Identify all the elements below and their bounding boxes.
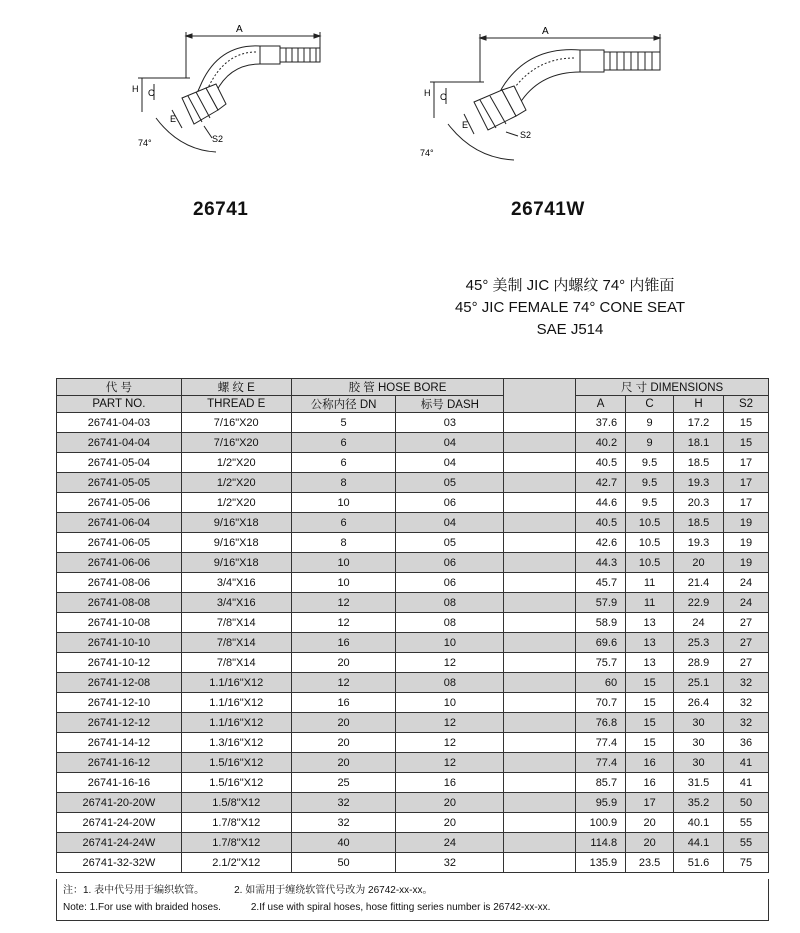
cell-blank [504, 473, 576, 493]
cell-dn: 16 [291, 633, 396, 653]
cell-blank [504, 773, 576, 793]
cell-thread: 1.5/16"X12 [181, 753, 291, 773]
table-row [57, 553, 769, 573]
cell-h: 24 [674, 613, 724, 633]
cell-h: 19.3 [674, 533, 724, 553]
table-row [57, 793, 769, 813]
table-row [57, 853, 769, 873]
cell-s2: 27 [723, 633, 768, 653]
cell-a: 114.8 [576, 833, 626, 853]
cell-c: 23.5 [626, 853, 674, 873]
cell-h: 18.5 [674, 513, 724, 533]
cell-a: 70.7 [576, 693, 626, 713]
cell-part-no: 26741-06-04 [57, 513, 182, 533]
cell-part-no: 26741-06-05 [57, 533, 182, 553]
cell-part-no: 26741-04-04 [57, 433, 182, 453]
table-row [57, 533, 769, 553]
angle-label: 74° [420, 148, 434, 158]
cell-dash: 06 [396, 493, 504, 513]
cell-blank [504, 433, 576, 453]
cell-part-no: 26741-06-06 [57, 553, 182, 573]
cell-dash: 04 [396, 433, 504, 453]
cell-dash: 12 [396, 733, 504, 753]
cell-thread: 7/16"X20 [181, 413, 291, 433]
cell-blank [504, 453, 576, 473]
cell-part-no: 26741-12-12 [57, 713, 182, 733]
cell-c: 15 [626, 713, 674, 733]
cell-blank [504, 833, 576, 853]
table-row [57, 453, 769, 473]
cell-c: 16 [626, 753, 674, 773]
cell-blank [504, 633, 576, 653]
cell-s2: 19 [723, 553, 768, 573]
cell-s2: 17 [723, 493, 768, 513]
cell-thread: 1.7/8"X12 [181, 813, 291, 833]
cell-blank [504, 653, 576, 673]
cell-thread: 1.5/8"X12 [181, 793, 291, 813]
cell-blank [504, 853, 576, 873]
cell-h: 30 [674, 713, 724, 733]
cell-dn: 10 [291, 493, 396, 513]
cell-a: 100.9 [576, 813, 626, 833]
cell-s2: 15 [723, 433, 768, 453]
cell-c: 13 [626, 633, 674, 653]
cell-part-no: 26741-14-12 [57, 733, 182, 753]
cell-thread: 1.7/8"X12 [181, 833, 291, 853]
cell-thread: 3/4"X16 [181, 573, 291, 593]
cell-dash: 24 [396, 833, 504, 853]
cell-a: 45.7 [576, 573, 626, 593]
cell-thread: 2.1/2"X12 [181, 853, 291, 873]
cell-dash: 20 [396, 813, 504, 833]
cell-c: 15 [626, 693, 674, 713]
note-cn-2: 2. 如需用于缠绕软管代号改为 26742-xx-xx。 [234, 885, 433, 896]
table-row [57, 473, 769, 493]
cell-part-no: 26741-16-16 [57, 773, 182, 793]
table-row [57, 573, 769, 593]
dim-h-label: H [424, 88, 431, 98]
cell-part-no: 26741-04-03 [57, 413, 182, 433]
header-blank [504, 379, 576, 413]
cell-s2: 41 [723, 773, 768, 793]
cell-s2: 41 [723, 753, 768, 773]
cell-c: 9 [626, 413, 674, 433]
cell-dash: 12 [396, 653, 504, 673]
cell-c: 13 [626, 613, 674, 633]
cell-blank [504, 793, 576, 813]
cell-dash: 03 [396, 413, 504, 433]
cell-part-no: 26741-20-20W [57, 793, 182, 813]
cell-s2: 15 [723, 413, 768, 433]
angle-label: 74° [138, 138, 152, 148]
header-dimensions: 尺 寸 DIMENSIONS [576, 379, 769, 396]
cell-h: 22.9 [674, 593, 724, 613]
table-row [57, 833, 769, 853]
cell-part-no: 26741-32-32W [57, 853, 182, 873]
cell-dn: 25 [291, 773, 396, 793]
header-dn: 公称内径 DN [291, 396, 396, 413]
table-row [57, 753, 769, 773]
notes-cn [63, 882, 762, 899]
header-s2: S2 [723, 396, 768, 413]
cell-a: 69.6 [576, 633, 626, 653]
dim-a-label: A [236, 24, 243, 35]
cell-dn: 20 [291, 733, 396, 753]
cell-h: 18.5 [674, 453, 724, 473]
cell-dn: 12 [291, 613, 396, 633]
cell-thread: 7/8"X14 [181, 633, 291, 653]
cell-thread: 1/2"X20 [181, 453, 291, 473]
cell-a: 77.4 [576, 753, 626, 773]
model-number-26741w: 26741W [511, 199, 585, 220]
cell-a: 76.8 [576, 713, 626, 733]
header-c: C [626, 396, 674, 413]
cell-dn: 10 [291, 573, 396, 593]
cell-blank [504, 693, 576, 713]
header-thread: THREAD E [181, 396, 291, 413]
spec-title [380, 275, 760, 341]
cell-c: 9 [626, 433, 674, 453]
cell-dash: 32 [396, 853, 504, 873]
note-en-2: 2.If use with spiral hoses, hose fitting series number is 26742-xx-xx. [250, 902, 551, 913]
cell-part-no: 26741-10-12 [57, 653, 182, 673]
cell-a: 95.9 [576, 793, 626, 813]
cell-h: 18.1 [674, 433, 724, 453]
dim-e-label: E [170, 114, 177, 124]
cell-s2: 32 [723, 713, 768, 733]
cell-part-no: 26741-12-08 [57, 673, 182, 693]
cell-blank [504, 553, 576, 573]
table-row [57, 433, 769, 453]
cell-dn: 5 [291, 413, 396, 433]
cell-dn: 20 [291, 713, 396, 733]
cell-blank [504, 813, 576, 833]
cell-dash: 05 [396, 473, 504, 493]
table-row [57, 633, 769, 653]
cell-s2: 17 [723, 473, 768, 493]
notes-en [63, 899, 762, 916]
cell-dash: 05 [396, 533, 504, 553]
cell-dash: 12 [396, 753, 504, 773]
cell-blank [504, 573, 576, 593]
cell-part-no: 26741-05-06 [57, 493, 182, 513]
dim-a-label: A [542, 26, 549, 37]
cell-dn: 20 [291, 753, 396, 773]
fitting-drawing-26741 [120, 0, 340, 170]
dim-s2-label: S2 [212, 134, 224, 144]
cell-a: 77.4 [576, 733, 626, 753]
cell-part-no: 26741-10-08 [57, 613, 182, 633]
cell-thread: 1.1/16"X12 [181, 673, 291, 693]
dim-e-label: E [462, 120, 469, 130]
cell-dash: 10 [396, 693, 504, 713]
cell-blank [504, 533, 576, 553]
cell-s2: 75 [723, 853, 768, 873]
cell-part-no: 26741-08-06 [57, 573, 182, 593]
cell-s2: 27 [723, 613, 768, 633]
cell-dn: 16 [291, 693, 396, 713]
cell-dn: 32 [291, 793, 396, 813]
cell-h: 20 [674, 553, 724, 573]
cell-a: 37.6 [576, 413, 626, 433]
table-row [57, 813, 769, 833]
cell-s2: 19 [723, 513, 768, 533]
cell-c: 9.5 [626, 493, 674, 513]
cell-part-no: 26741-16-12 [57, 753, 182, 773]
cell-dn: 8 [291, 533, 396, 553]
cell-dash: 04 [396, 453, 504, 473]
cell-dn: 12 [291, 673, 396, 693]
cell-dash: 10 [396, 633, 504, 653]
spec-table [56, 378, 769, 873]
cell-dn: 32 [291, 813, 396, 833]
table-row [57, 413, 769, 433]
cell-blank [504, 713, 576, 733]
cell-dash: 12 [396, 713, 504, 733]
table-row [57, 733, 769, 753]
cell-a: 135.9 [576, 853, 626, 873]
cell-a: 57.9 [576, 593, 626, 613]
cell-a: 58.9 [576, 613, 626, 633]
cell-s2: 32 [723, 693, 768, 713]
cell-c: 10.5 [626, 553, 674, 573]
cell-dash: 20 [396, 793, 504, 813]
cell-blank [504, 753, 576, 773]
cell-c: 15 [626, 673, 674, 693]
cell-dash: 16 [396, 773, 504, 793]
cell-dn: 12 [291, 593, 396, 613]
cell-h: 31.5 [674, 773, 724, 793]
cell-part-no: 26741-12-10 [57, 693, 182, 713]
header-part-no: PART NO. [57, 396, 182, 413]
cell-thread: 3/4"X16 [181, 593, 291, 613]
cell-part-no: 26741-05-04 [57, 453, 182, 473]
dim-c-label: C [440, 92, 447, 102]
cell-dn: 50 [291, 853, 396, 873]
note-cn-1: 注：1. 表中代号用于编织软管。 [63, 885, 205, 896]
cell-a: 44.6 [576, 493, 626, 513]
cell-h: 35.2 [674, 793, 724, 813]
cell-h: 30 [674, 733, 724, 753]
cell-part-no: 26741-08-08 [57, 593, 182, 613]
dim-c-label: C [148, 88, 155, 98]
cell-thread: 1.1/16"X12 [181, 693, 291, 713]
table-row [57, 613, 769, 633]
title-en: 45° JIC FEMALE 74° CONE SEAT [454, 299, 686, 316]
cell-h: 51.6 [674, 853, 724, 873]
cell-s2: 24 [723, 593, 768, 613]
cell-thread: 7/16"X20 [181, 433, 291, 453]
header-a: A [576, 396, 626, 413]
cell-s2: 32 [723, 673, 768, 693]
cell-dn: 20 [291, 653, 396, 673]
cell-a: 42.6 [576, 533, 626, 553]
cell-dash: 08 [396, 673, 504, 693]
cell-a: 85.7 [576, 773, 626, 793]
dim-h-label: H [132, 84, 139, 94]
cell-s2: 24 [723, 573, 768, 593]
table-row [57, 773, 769, 793]
cell-c: 20 [626, 813, 674, 833]
cell-dn: 40 [291, 833, 396, 853]
cell-thread: 1.3/16"X12 [181, 733, 291, 753]
cell-dn: 6 [291, 433, 396, 453]
notes [56, 879, 769, 921]
title-cn: 45° 美制 JIC 内螺纹 74° 内锥面 [465, 277, 675, 294]
cell-dash: 04 [396, 513, 504, 533]
cell-c: 10.5 [626, 513, 674, 533]
spec-table-body [57, 413, 769, 873]
cell-s2: 19 [723, 533, 768, 553]
header-hose-bore: 胶 管 HOSE BORE [291, 379, 504, 396]
cell-part-no: 26741-10-10 [57, 633, 182, 653]
model-number-26741: 26741 [193, 199, 249, 220]
cell-thread: 1/2"X20 [181, 493, 291, 513]
cell-dash: 08 [396, 593, 504, 613]
cell-c: 16 [626, 773, 674, 793]
cell-thread: 7/8"X14 [181, 653, 291, 673]
cell-h: 44.1 [674, 833, 724, 853]
cell-thread: 1.1/16"X12 [181, 713, 291, 733]
cell-s2: 50 [723, 793, 768, 813]
cell-dash: 06 [396, 573, 504, 593]
cell-c: 20 [626, 833, 674, 853]
cell-dn: 6 [291, 453, 396, 473]
header-thread-cn: 螺 纹 E [181, 379, 291, 396]
cell-thread: 9/16"X18 [181, 533, 291, 553]
cell-blank [504, 513, 576, 533]
dim-s2-label: S2 [520, 130, 532, 140]
cell-s2: 55 [723, 833, 768, 853]
header-h: H [674, 396, 724, 413]
cell-h: 25.3 [674, 633, 724, 653]
cell-thread: 9/16"X18 [181, 513, 291, 533]
cell-c: 9.5 [626, 473, 674, 493]
cell-a: 60 [576, 673, 626, 693]
cell-thread: 1.5/16"X12 [181, 773, 291, 793]
cell-h: 17.2 [674, 413, 724, 433]
cell-h: 40.1 [674, 813, 724, 833]
header-dash: 标号 DASH [396, 396, 504, 413]
cell-h: 30 [674, 753, 724, 773]
table-row [57, 593, 769, 613]
cell-c: 9.5 [626, 453, 674, 473]
cell-a: 40.2 [576, 433, 626, 453]
table-row [57, 493, 769, 513]
header-part-cn: 代 号 [57, 379, 182, 396]
cell-dn: 8 [291, 473, 396, 493]
cell-thread: 9/16"X18 [181, 553, 291, 573]
title-standard: SAE J514 [536, 321, 604, 338]
cell-s2: 27 [723, 653, 768, 673]
cell-thread: 7/8"X14 [181, 613, 291, 633]
cell-s2: 55 [723, 813, 768, 833]
cell-c: 17 [626, 793, 674, 813]
fitting-drawing-26741w [410, 0, 670, 170]
cell-part-no: 26741-05-05 [57, 473, 182, 493]
table-row [57, 653, 769, 673]
note-en-1: Note: 1.For use with braided hoses. [63, 902, 221, 913]
table-row [57, 713, 769, 733]
cell-dn: 6 [291, 513, 396, 533]
cell-blank [504, 413, 576, 433]
cell-dash: 08 [396, 613, 504, 633]
table-row [57, 673, 769, 693]
cell-blank [504, 673, 576, 693]
cell-thread: 1/2"X20 [181, 473, 291, 493]
cell-a: 40.5 [576, 513, 626, 533]
cell-h: 25.1 [674, 673, 724, 693]
cell-a: 42.7 [576, 473, 626, 493]
table-row [57, 513, 769, 533]
cell-dn: 10 [291, 553, 396, 573]
cell-blank [504, 613, 576, 633]
cell-blank [504, 593, 576, 613]
cell-blank [504, 733, 576, 753]
cell-c: 13 [626, 653, 674, 673]
cell-s2: 17 [723, 453, 768, 473]
cell-h: 26.4 [674, 693, 724, 713]
cell-c: 11 [626, 593, 674, 613]
cell-part-no: 26741-24-20W [57, 813, 182, 833]
cell-a: 40.5 [576, 453, 626, 473]
cell-s2: 36 [723, 733, 768, 753]
cell-a: 75.7 [576, 653, 626, 673]
cell-a: 44.3 [576, 553, 626, 573]
cell-h: 28.9 [674, 653, 724, 673]
cell-h: 21.4 [674, 573, 724, 593]
cell-blank [504, 493, 576, 513]
cell-dash: 06 [396, 553, 504, 573]
cell-c: 11 [626, 573, 674, 593]
cell-c: 10.5 [626, 533, 674, 553]
cell-h: 19.3 [674, 473, 724, 493]
cell-h: 20.3 [674, 493, 724, 513]
table-row [57, 693, 769, 713]
cell-part-no: 26741-24-24W [57, 833, 182, 853]
cell-c: 15 [626, 733, 674, 753]
